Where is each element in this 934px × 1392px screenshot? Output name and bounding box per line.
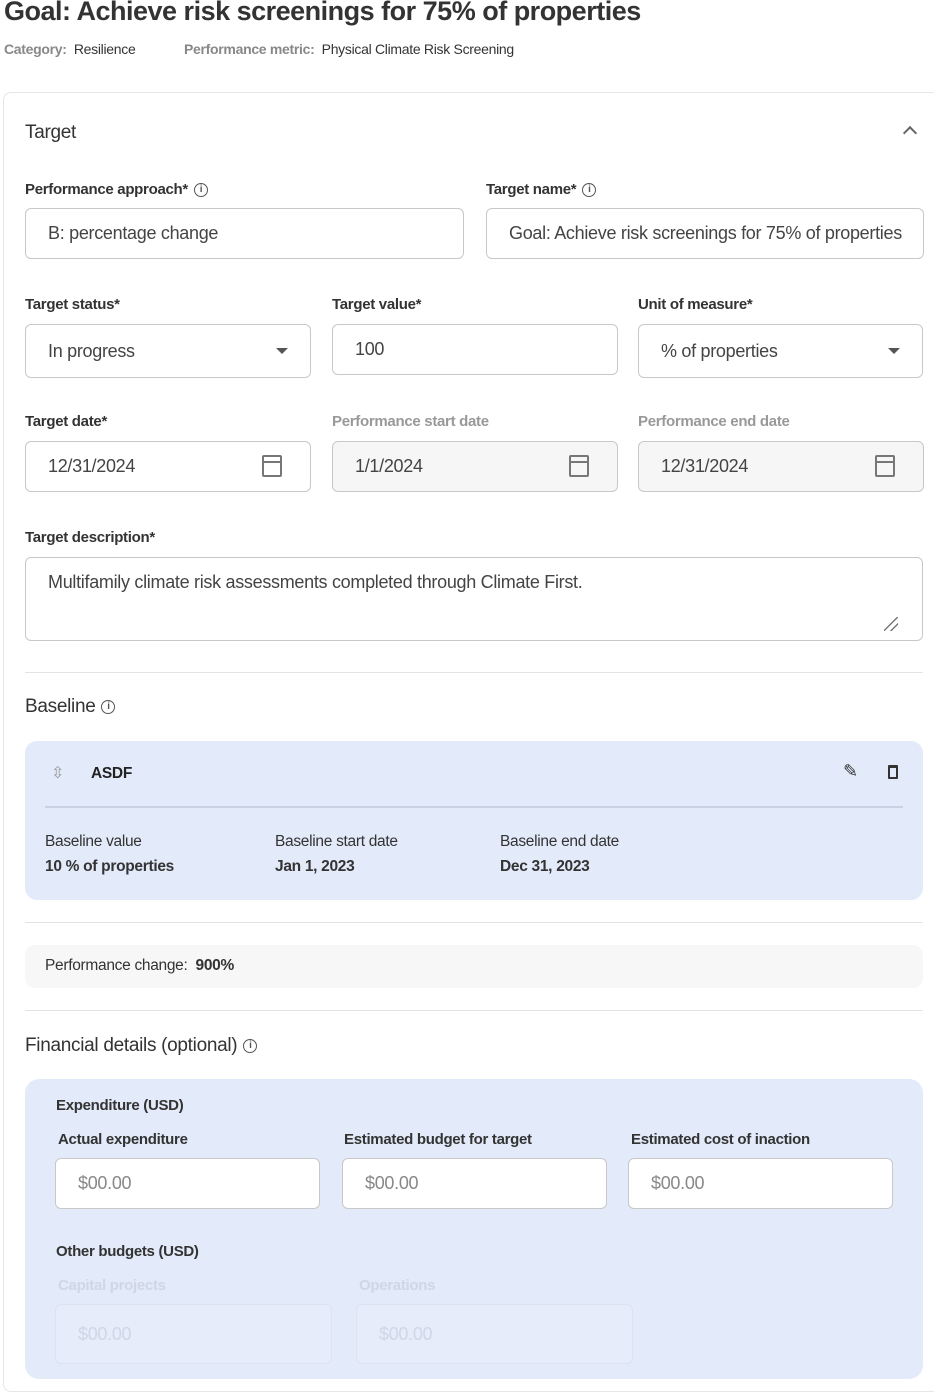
baseline-section-title: Baseline i — [25, 696, 115, 718]
capital-projects-field: $00.00 — [55, 1304, 332, 1364]
unit-of-measure-label: Unit of measure* — [638, 296, 753, 313]
target-value-field[interactable]: 100 — [332, 324, 618, 375]
actual-expenditure-field[interactable]: $00.00 — [55, 1158, 320, 1209]
baseline-value: 10 % of properties — [45, 858, 174, 875]
performance-start-date-label: Performance start date — [332, 413, 489, 430]
target-status-select[interactable]: In progress — [25, 324, 311, 378]
calendar-icon — [875, 455, 895, 477]
drag-handle-icon[interactable]: ⇳ — [51, 765, 65, 782]
baseline-start-label: Baseline start date — [275, 833, 398, 850]
category: Category: Resilience — [4, 41, 136, 57]
page-title: Goal: Achieve risk screenings for 75% of properties — [4, 0, 641, 26]
baseline-start: Jan 1, 2023 — [275, 858, 355, 875]
divider — [25, 1010, 923, 1011]
caret-down-icon — [276, 348, 288, 354]
expenditure-title: Expenditure (USD) — [56, 1097, 184, 1114]
baseline-value-label: Baseline value — [45, 833, 142, 850]
actual-expenditure-label: Actual expenditure — [58, 1131, 188, 1148]
performance-end-date-field: 12/31/2024 — [638, 441, 924, 492]
performance-approach-label: Performance approach* i — [25, 181, 208, 198]
performance-start-date-field: 1/1/2024 — [332, 441, 618, 492]
baseline-end: Dec 31, 2023 — [500, 858, 590, 875]
unit-of-measure-select[interactable]: % of properties — [638, 324, 923, 378]
estimated-budget-field[interactable]: $00.00 — [342, 1158, 607, 1209]
info-icon[interactable]: i — [582, 183, 596, 197]
info-icon[interactable]: i — [243, 1039, 257, 1053]
edit-icon[interactable]: ✎ — [843, 761, 859, 781]
operations-field: $00.00 — [356, 1304, 633, 1364]
calendar-icon — [569, 455, 589, 477]
capital-projects-label: Capital projects — [58, 1277, 166, 1294]
performance-approach-field[interactable]: B: percentage change — [25, 208, 464, 259]
target-description-label: Target description* — [25, 529, 155, 546]
performance-change-box — [25, 945, 923, 988]
performance-metric: Performance metric: Physical Climate Risk Screening — [184, 41, 514, 57]
baseline-end-label: Baseline end date — [500, 833, 619, 850]
resize-handle-icon[interactable] — [884, 617, 898, 631]
cost-of-inaction-field[interactable]: $00.00 — [628, 1158, 893, 1209]
delete-icon[interactable] — [888, 765, 898, 779]
target-date-label: Target date* — [25, 413, 107, 430]
target-description-textarea[interactable]: Multifamily climate risk assessments completed through Climate First. — [25, 557, 923, 641]
baseline-divider — [45, 806, 903, 808]
target-value-label: Target value* — [332, 296, 422, 313]
financial-section-title: Financial details (optional) i — [25, 1035, 257, 1057]
target-status-label: Target status* — [25, 296, 120, 313]
target-section-title: Target — [25, 122, 77, 143]
baseline-card — [25, 741, 923, 900]
estimated-budget-label: Estimated budget for target — [344, 1131, 532, 1148]
info-icon[interactable]: i — [101, 700, 115, 714]
other-budgets-title: Other budgets (USD) — [56, 1243, 199, 1260]
divider — [25, 672, 923, 673]
cost-of-inaction-label: Estimated cost of inaction — [631, 1131, 810, 1148]
performance-change: Performance change: 900% — [45, 957, 234, 974]
info-icon[interactable]: i — [194, 183, 208, 197]
target-date-field[interactable]: 12/31/2024 — [25, 441, 311, 492]
operations-label: Operations — [359, 1277, 436, 1294]
performance-end-date-label: Performance end date — [638, 413, 790, 430]
caret-down-icon — [888, 348, 900, 354]
baseline-name: ASDF — [91, 765, 132, 782]
target-name-field[interactable]: Goal: Achieve risk screenings for 75% of properties — [486, 208, 924, 259]
target-name-label: Target name* i — [486, 181, 596, 198]
calendar-icon[interactable] — [262, 455, 282, 477]
divider — [25, 922, 923, 923]
